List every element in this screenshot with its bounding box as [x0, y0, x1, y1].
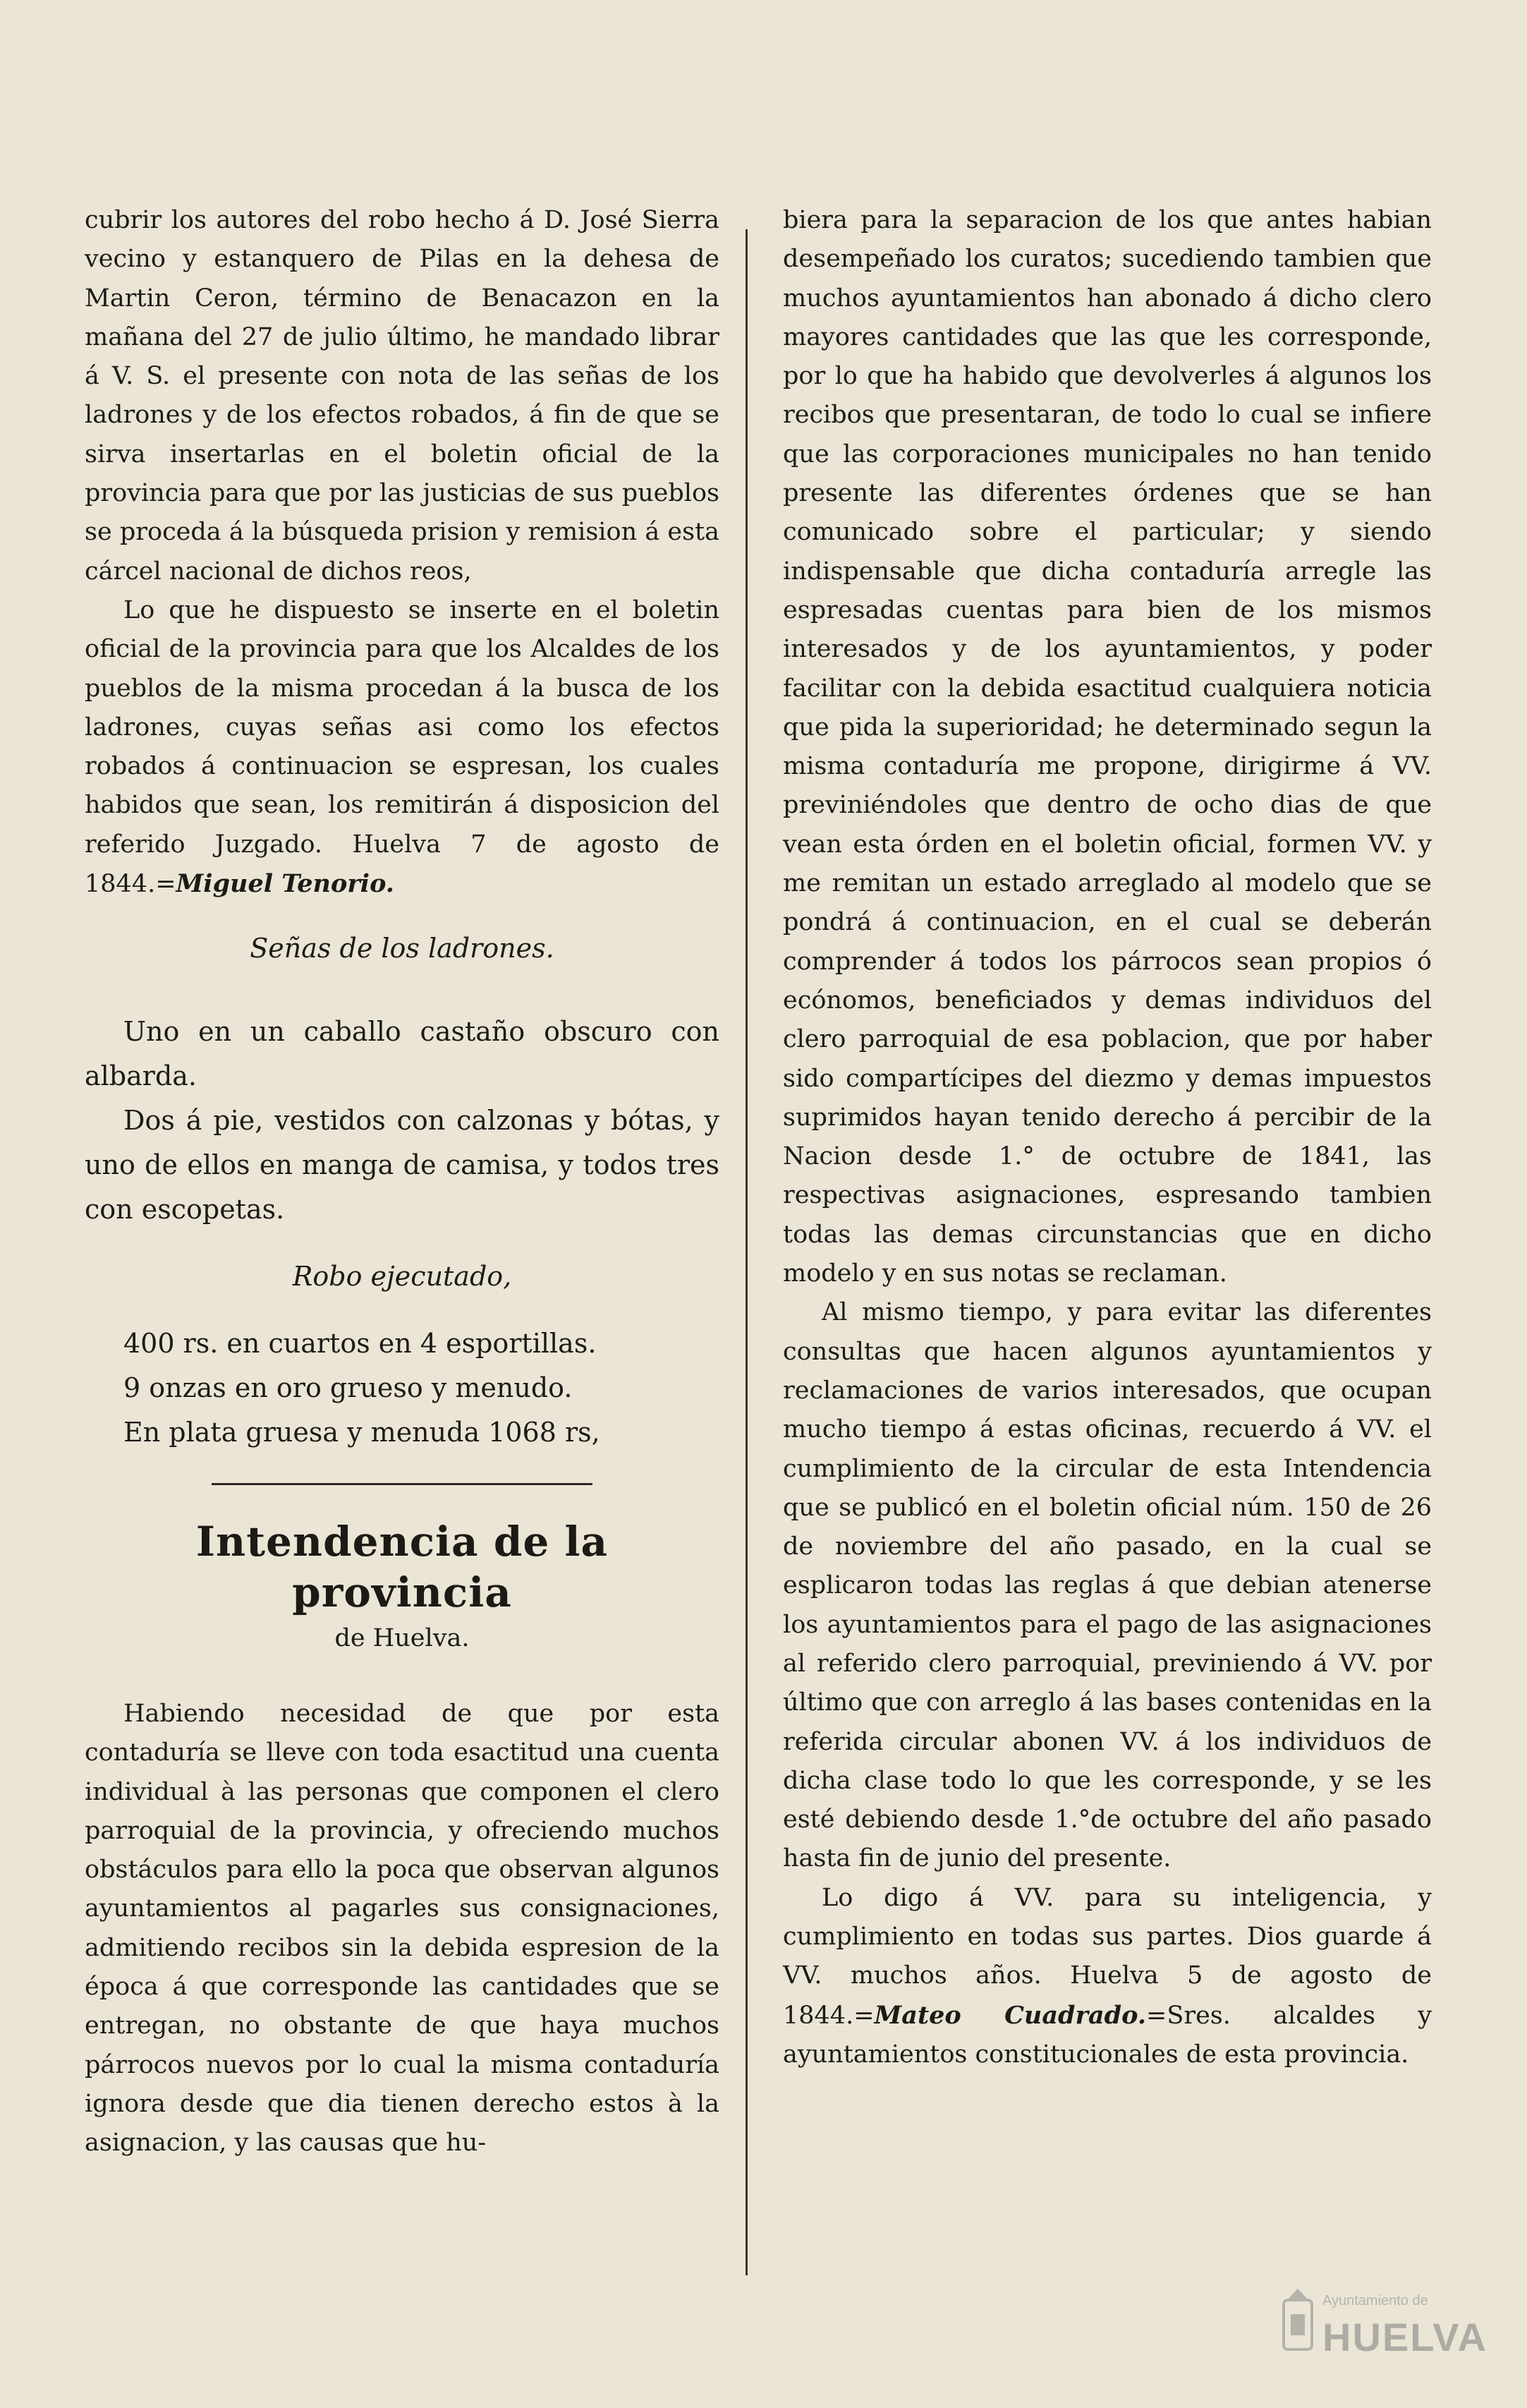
- watermark-big-text: HUELVA: [1322, 2315, 1488, 2359]
- right-paragraph-2: Al mismo tiempo, y para evitar las diferentes consultas que hacen algunos ayuntamientos y reclamaciones de varios interesados, que ocupan mucho tiempo á estas oficinas, recuerdo á VV. el cumplimiento de la circular de esta Intendencia que se publicó en el boletin oficial núm. 150 de 26 de noviembre del año pasado, en la cual se esplicaron todas las reglas á que debian atenerse los ayuntamientos para el pago de las asignaciones al referido clero parroquial, previniendo á VV. por último que con arreglo á las bases contenidas en la referida circular abonen VV. á los individuos de dicha clase todo lo que les corresponde, y se les esté debiendo desde 1.°de octubre del año pasado hasta fin de junio del presente.: [783, 1298, 1432, 1873]
- robbery-items: [85, 1321, 719, 1455]
- signature-cuadrado: Mateo Cuadrado.: [874, 2000, 1147, 2030]
- right-paragraph-3-tail: =Sres. alcaldes y ayuntamientos constitucionales de esta provincia.: [783, 2001, 1432, 2069]
- left-paragraph-2: [85, 591, 719, 904]
- watermark-small-text: Ayuntamiento de: [1322, 2293, 1428, 2309]
- thief-description: Dos á pie, vestidos con calzonas y bótas, y uno de ellos en manga de camisa, y todos tres con escopetas.: [85, 1104, 719, 1225]
- right-paragraph-3: [783, 1879, 1432, 2074]
- signature-tenorio: Miguel Tenorio.: [176, 869, 394, 899]
- thief-description: Uno en un caballo castaño obscuro con albarda.: [85, 1015, 719, 1091]
- robbery-item: 9 onzas en oro grueso y menudo.: [123, 1372, 573, 1403]
- column-rule: [746, 229, 748, 2275]
- left-column: [85, 201, 719, 2163]
- right-paragraph-3-text: Lo digo á VV. para su inteligencia, y cumplimiento en todas sus partes. Dios guarde á VV. muchos años. Huelva 5 de agosto de 1844.=: [783, 1883, 1432, 2030]
- section-divider: [212, 1483, 592, 1485]
- thieves-list: [85, 1010, 719, 1232]
- robbery-heading: Robo ejecutado,: [292, 1260, 512, 1292]
- right-paragraph-1: biera para la separacion de los que antes habian desempeñado los curatos; sucediendo tambien que muchos ayuntamientos han abonado á dicho clero mayores cantidades que las que les corresponde, por lo que ha habido que devolverles á algunos los recibos que presentaran, de todo lo cual se infiere que las corporaciones municipales no han tenido presente las diferentes órdenes que se han comunicado sobre el particular; y siendo indispensable que dicha contaduría arregle las espresadas cuentas para bien de los mismos interesados y de los ayuntamientos, y poder facilitar con la debida esactitud cualquiera noticia que pida la superioridad; he determinado segun la misma contaduría me propone, dirigirme á VV. previniéndoles que dentro de ocho dias de que vean esta órden en el boletin oficial, formen VV. y me remitan un estado arreglado al modelo que se pondrá á continuacion, en el cual se deberán comprender á todos los párrocos sean propios ó ecónomos, beneficiados y demas individuos del clero parroquial de esa poblacion, que por haber sido compartícipes del diezmo y demas impuestos suprimidos hayan tenido derecho á percibir de la Nacion desde 1.° de octubre de 1841, las respectivas asignaciones, espresando tambien todas las demas circunstancias que en dicho modelo y en sus notas se reclaman.: [783, 206, 1432, 1288]
- left-paragraph-3: Habiendo necesidad de que por esta contaduría se lleve con toda esactitud una cuenta individual à las personas que componen el clero parroquial de la provincia, y ofreciendo muchos obstáculos para ello la poca que observan algunos ayuntamientos al pagarles sus consignaciones, admitiendo recibos sin la debida espresion de la época á que corresponde las cantidades que se entregan, no obstante de que haya muchos párrocos nuevos por lo cual la misma contaduría ignora desde que dia tienen derecho estos à la asignacion, y las causas que hu-: [85, 1699, 719, 2158]
- section-title: Intendencia de la provincia: [195, 1517, 609, 1616]
- section-subtitle: de Huelva.: [334, 1623, 470, 1652]
- robbery-item: En plata gruesa y menuda 1068 rs,: [123, 1416, 600, 1448]
- left-paragraph-2-text: Lo que he dispuesto se inserte en el boletin oficial de la provincia para que los Alcaldes de los pueblos de la misma procedan á la busca de los ladrones, cuyas señas asi como los efectos robados á continuacion se espresan, los cuales habidos que sean, los remitirán á disposicion del referido Juzgado. Huelva 7 de agosto de 1844.=: [85, 595, 719, 899]
- watermark-logo: [1280, 2286, 1506, 2392]
- crest-icon: [1280, 2286, 1315, 2364]
- left-paragraph-1: cubrir los autores del robo hecho á D. José Sierra vecino y estanquero de Pilas en la dehesa de Martin Ceron, término de Benacazon en la mañana del 27 de julio último, he mandado librar á V. S. el presente con nota de las señas de los ladrones y de los efectos robados, á fin de que se sirva insertarlas en el boletin oficial de la provincia para que por las justicias de sus pueblos se proceda á la búsqueda prision y remision á esta cárcel nacional de dichos reos,: [85, 206, 719, 586]
- right-column: [783, 201, 1432, 2074]
- robbery-item: 400 rs. en cuartos en 4 esportillas.: [123, 1327, 597, 1359]
- thieves-heading: Señas de los ladrones.: [250, 933, 554, 964]
